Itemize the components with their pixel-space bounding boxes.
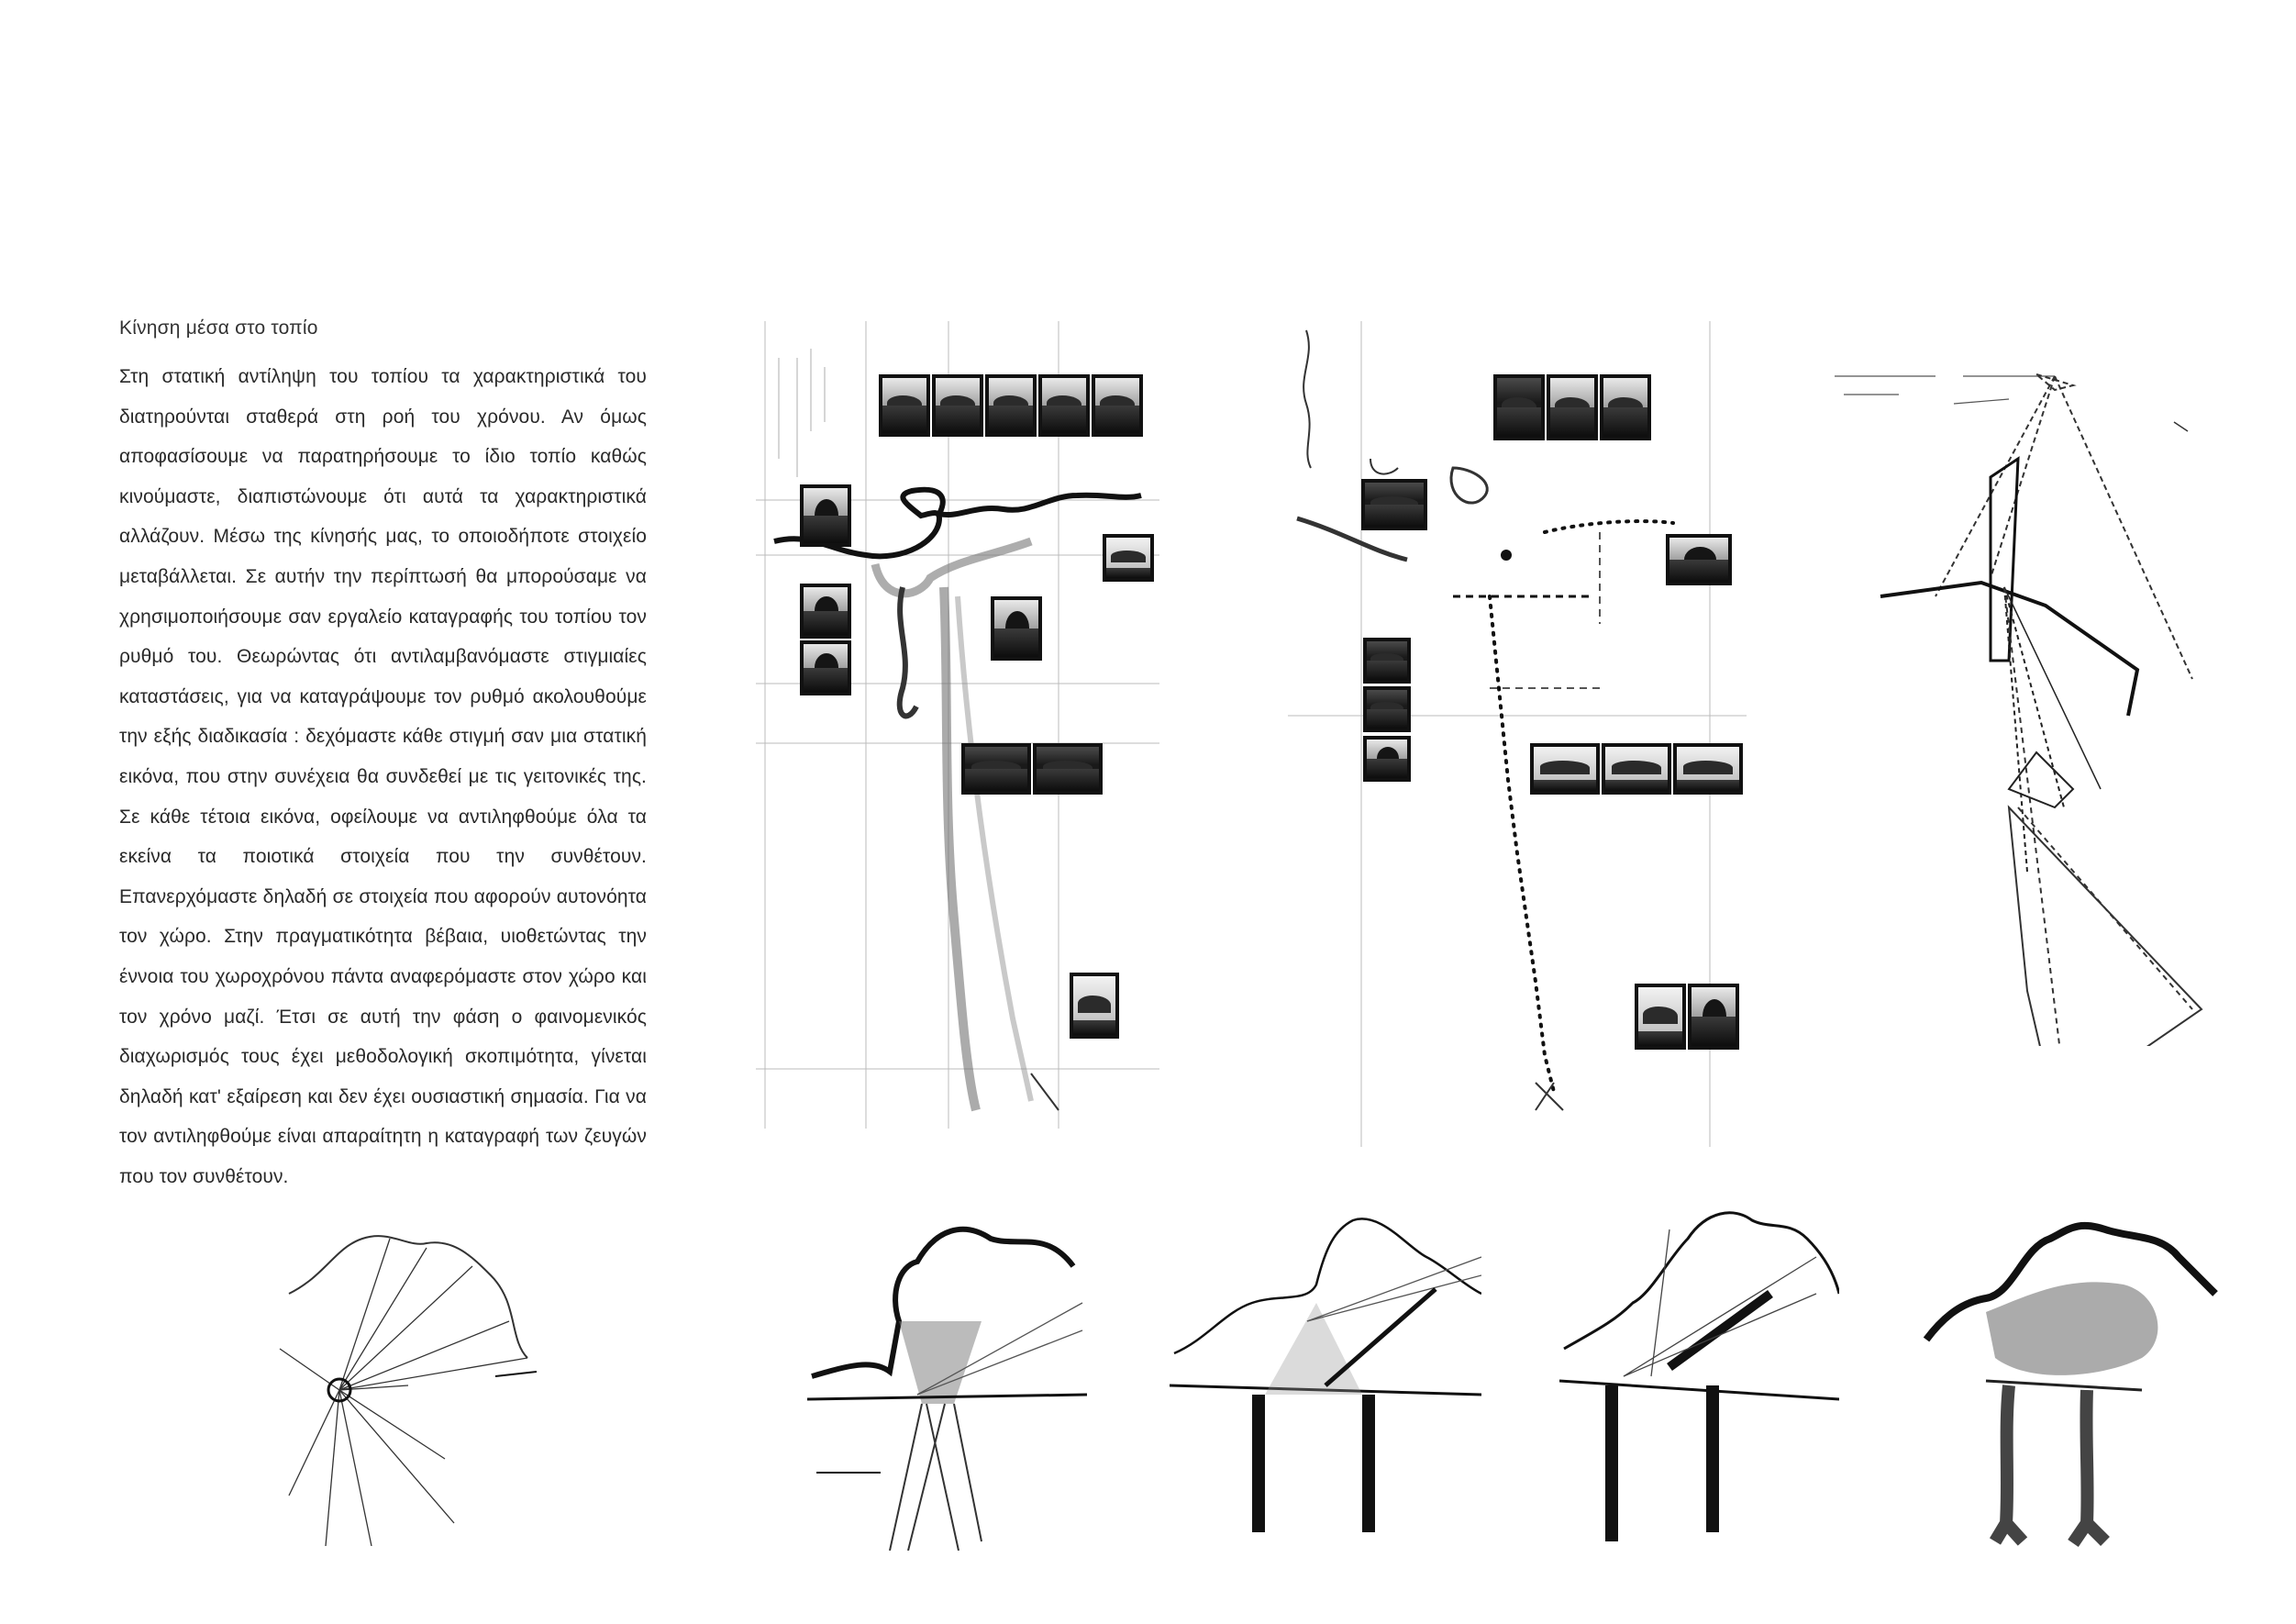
photo-thumbnail: [1103, 534, 1154, 582]
text-block: [119, 315, 647, 1196]
photo-thumbnail: [1363, 736, 1411, 782]
photo-thumbnail: [1038, 374, 1090, 437]
radial-sketch-panel: [271, 1220, 537, 1546]
photo-thumbnail: [1033, 743, 1103, 795]
photo-thumbnail: [1688, 984, 1739, 1050]
photo-thumbnail: [961, 743, 1031, 795]
photo-thumbnail: [1602, 743, 1671, 795]
body-paragraph: Στη στατική αντίληψη του τοπίου τα χαρακτηριστικά του διατηρούνται σταθερά στη ροή του χρόνου. Αν όμως αποφασίσουμε να παρατηρήσουμε το ίδιο τοπίο καθώς κινούμαστε, διαπιστώνουμε ότι αυτά τα χαρακτηριστικά αλλάζουν. Μέσω της κίνησής μας, το οποιοδήποτε στοιχείο μεταβάλλεται. Σε αυτήν την περίπτωσή θα μπορούσαμε να χρησιμοποιήσουμε σαν εργαλείο καταγραφής του τοπίου τον ρυθμό του. Θεωρώντας ότι αντιλαμβανόμαστε στιγμιαίες καταστάσεις, για να καταγράψουμε τον ρυθμό ακολουθούμε την εξής διαδικασία : δεχόμαστε κάθε στιγμή σαν μια στατική εικόνα, που στην συνέχεια θα συνδεθεί με τις γειτονικές της. Σε κάθε τέτοια εικόνα, οφείλουμε να αντιληφθούμε όλα τα εκείνα τα ποιοτικά στοιχεία που την συνθέτουν. Επανερχόμαστε δηλαδή σε στοιχεία που αφορούν αυτονόητα τον χώρο. Στην πραγματικότητα βέβαια, υιοθετώντας την έννοια του χωροχρόνου πάντα αναφερόμαστε στον χώρο και τον χρόνο μαζί. Έτσι σε αυτή την φάση ο φαινομενικός διαχωρισμός τους έχει μεθοδολογική σκοπιμότητα, γίνεται δηλαδή κατ' εξαίρεση και δεν έχει ουσιαστική σημασία. Για να τον αντιληφθούμε είναι απαραίτητη η καταγραφή των ζευγών που τον συνθέτουν.: [119, 366, 647, 1187]
map-sketch-panel-1: [756, 321, 1159, 1129]
landscape-sketch-panel-2: [1170, 1202, 1481, 1555]
photo-thumbnail: [1547, 374, 1598, 440]
photo-thumbnail: [1363, 686, 1411, 732]
photo-thumbnail: [932, 374, 983, 437]
vector-sketch-panel: [1825, 349, 2229, 1046]
photo-thumbnail: [985, 374, 1037, 437]
radial-sketch-drawing: [271, 1220, 537, 1546]
map-sketch-panel-2: [1288, 321, 1747, 1147]
landscape-sketch-drawing-4: [1922, 1202, 2220, 1551]
landscape-sketch-drawing-3: [1559, 1202, 1839, 1551]
photo-thumbnail: [1673, 743, 1743, 795]
photo-thumbnail: [800, 484, 851, 547]
photo-thumbnail: [1530, 743, 1600, 795]
photo-thumbnail: [1600, 374, 1651, 440]
photo-thumbnail: [1635, 984, 1686, 1050]
photo-thumbnail: [1070, 973, 1119, 1039]
photo-thumbnail: [879, 374, 930, 437]
landscape-sketch-drawing-1: [807, 1211, 1087, 1551]
landscape-sketch-panel-3: [1559, 1202, 1839, 1551]
photo-thumbnail: [800, 640, 851, 695]
section-heading: Κίνηση μέσα στο τοπίο: [119, 317, 318, 339]
landscape-sketch-drawing-2: [1170, 1202, 1481, 1555]
vector-sketch-drawing: [1825, 349, 2229, 1046]
photo-thumbnail: [991, 596, 1042, 661]
photo-thumbnail: [1092, 374, 1143, 437]
photo-thumbnail: [800, 584, 851, 639]
landscape-sketch-panel-4: [1922, 1202, 2220, 1551]
photo-thumbnail: [1363, 638, 1411, 684]
photo-thumbnail: [1666, 534, 1732, 585]
landscape-sketch-panel-1: [807, 1211, 1087, 1551]
photo-thumbnail: [1493, 374, 1545, 440]
photo-thumbnail: [1361, 479, 1427, 530]
